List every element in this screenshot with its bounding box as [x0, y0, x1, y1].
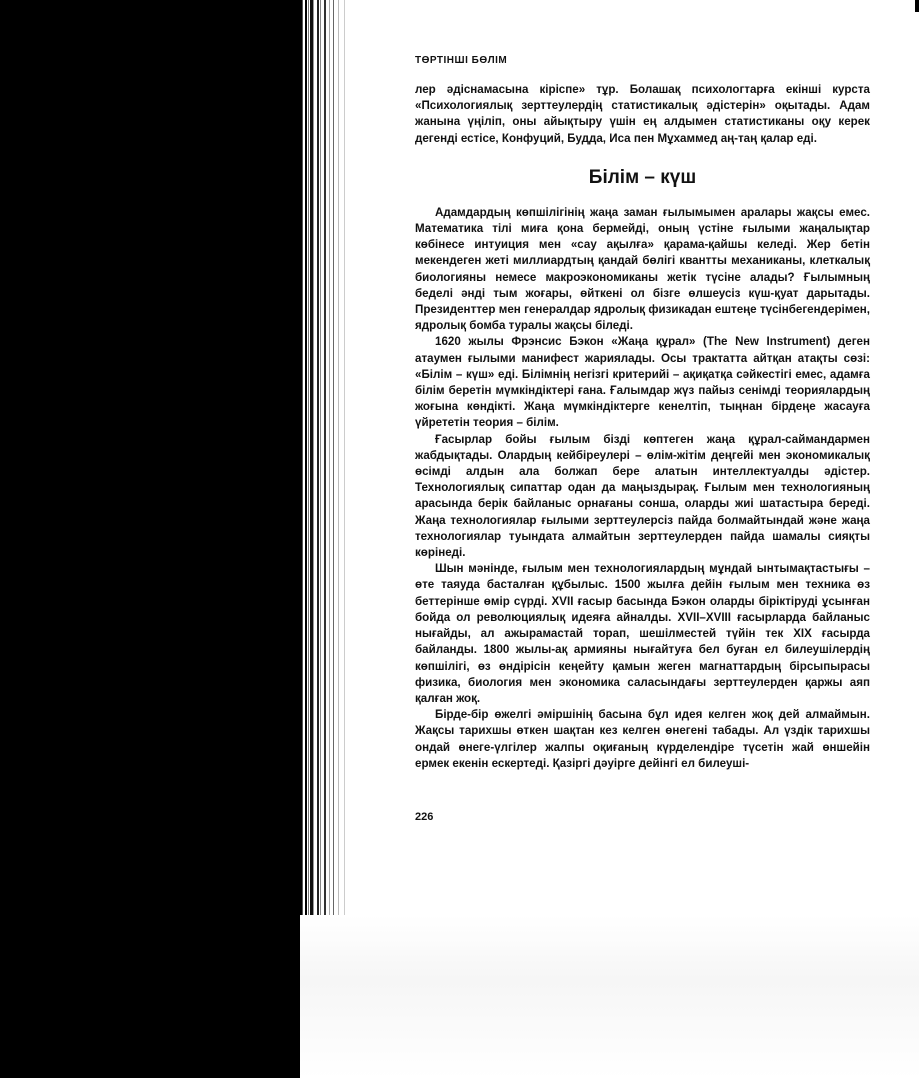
body-paragraph-4: Шын мәнінде, ғылым мен технологиялардың мұндай ынтымақтастығы – өте таяуда басталған құбылыс. 1500 жылға дейін ғылым мен техника өз беттерінше өмір сүрді. XVII ғасыр басында Бэкон оларды біріктіруді ұсынған бойда ол революциялық идеяға айналды. XVII–XVIII ғасырларда байланыс нығайды, ал ажырамастай торап, шешілместей түйін тек XIX ғасырда байланды. 1800 жылы-ақ армияны нығайтуға бел буған ел билеушілердің көпшілігі, өз өндірісін кеңейту қамын жеген магнаттардың бірсыпырасы физика, биология мен экономика саласындағы зерттеулерден қаржы аяп қалған жоқ.	[415, 562, 870, 705]
body-paragraph-5: Бірде-бір өжелгі әміршінің басына бұл идея келген жоқ дей алмаймын. Жақсы тарихшы өткен шақтан кез келген өнегені табады. Ал үздік тарихшы ондай өнеге-үлгілер жалпы оқиғаның күрделендіре түсетін жай өншейін ермек екенін ескертеді. Қазіргі дәуірге дейінгі ел билеуші-	[415, 708, 870, 770]
corner-mark	[915, 0, 919, 12]
body-paragraph-1: Адамдардың көпшілігінің жаңа заман ғылымымен аралары жақсы емес. Математика тілі миға қона бермейді, оның үстіне ғылыми жаңалықтар көбінесе интуиция мен «сау ақылға» қарама-қайшы келеді. Жер бетін мекендеген жеті миллиардтың қандай бөлігі квантты механиканы, клеткалық биологияны немесе макроэкономиканы жетік түсіне алады? Ғылымның беделі әнді тым жоғары, өйткені ол бізге өлшеусіз күш-қуат дарытады. Президенттер мен генералдар ядролық физикадан ештеңе түсінбегендерімен, ядролық бомба туралы жақсы біледі.	[415, 205, 870, 333]
scan-dark-margin	[0, 0, 300, 1078]
running-head: ТӨРТІНШІ БӨЛІМ	[415, 55, 508, 66]
section-title: Білім – күш	[588, 166, 697, 188]
book-page	[415, 55, 870, 772]
page-number: 226	[415, 811, 434, 823]
body-paragraph-2: 1620 жылы Фрэнсис Бэкон «Жаңа құрал» (The New Instrument) деген атаумен ғылыми манифест жариялады. Осы трактатта айтқан атақты сөзі: «Білім – күш» еді. Білімнің негізгі критерийі – ақиқатқа сәйкестігі емес, адамға білім беретін мүмкіндіктері ғана. Ғалымдар жүз пайыз сенімді теориялардың жоғына көндікті. Жаңа мүмкіндіктерге кенелтіп, тыңнан бірдеңе жасауға үйрететін теория – білім.	[415, 335, 870, 430]
intro-paragraph: лер әдіснамасына кіріспе» тұр. Болашақ психологтарға екінші курста «Психологиялық зерттеулердің статистикалық әдістерін» оқытады. Адам жанына үңіліп, оны айықтыру үшін ең алдымен статистиканы оқу керек дегенді естісе, Конфуций, Будда, Иса пен Мұхаммед аң-таң қалар еді.	[415, 83, 870, 145]
page-bottom-shadow	[300, 915, 919, 1078]
body-paragraph-3: Ғасырлар бойы ғылым бізді көптеген жаңа құрал-саймандармен жабдықтады. Олардың кейбіреулері – өлім-жітім деңгейі мен экономикалық өсімді алдын ала болжап бере алатын интеллектуалды әдістер. Технологиялық сипаттар одан да маңыздырақ. Ғылым мен технологияның арасында берік байланыс орнағаны сонша, оларды жиі шатастыра береді. Жаңа технологиялар ғылыми зерттеулерсіз пайда болмайтындай және жаңа технологиялар туындата алмайтын зерттеулерден пайда шамалы сияқты көрінеді.	[415, 432, 870, 560]
